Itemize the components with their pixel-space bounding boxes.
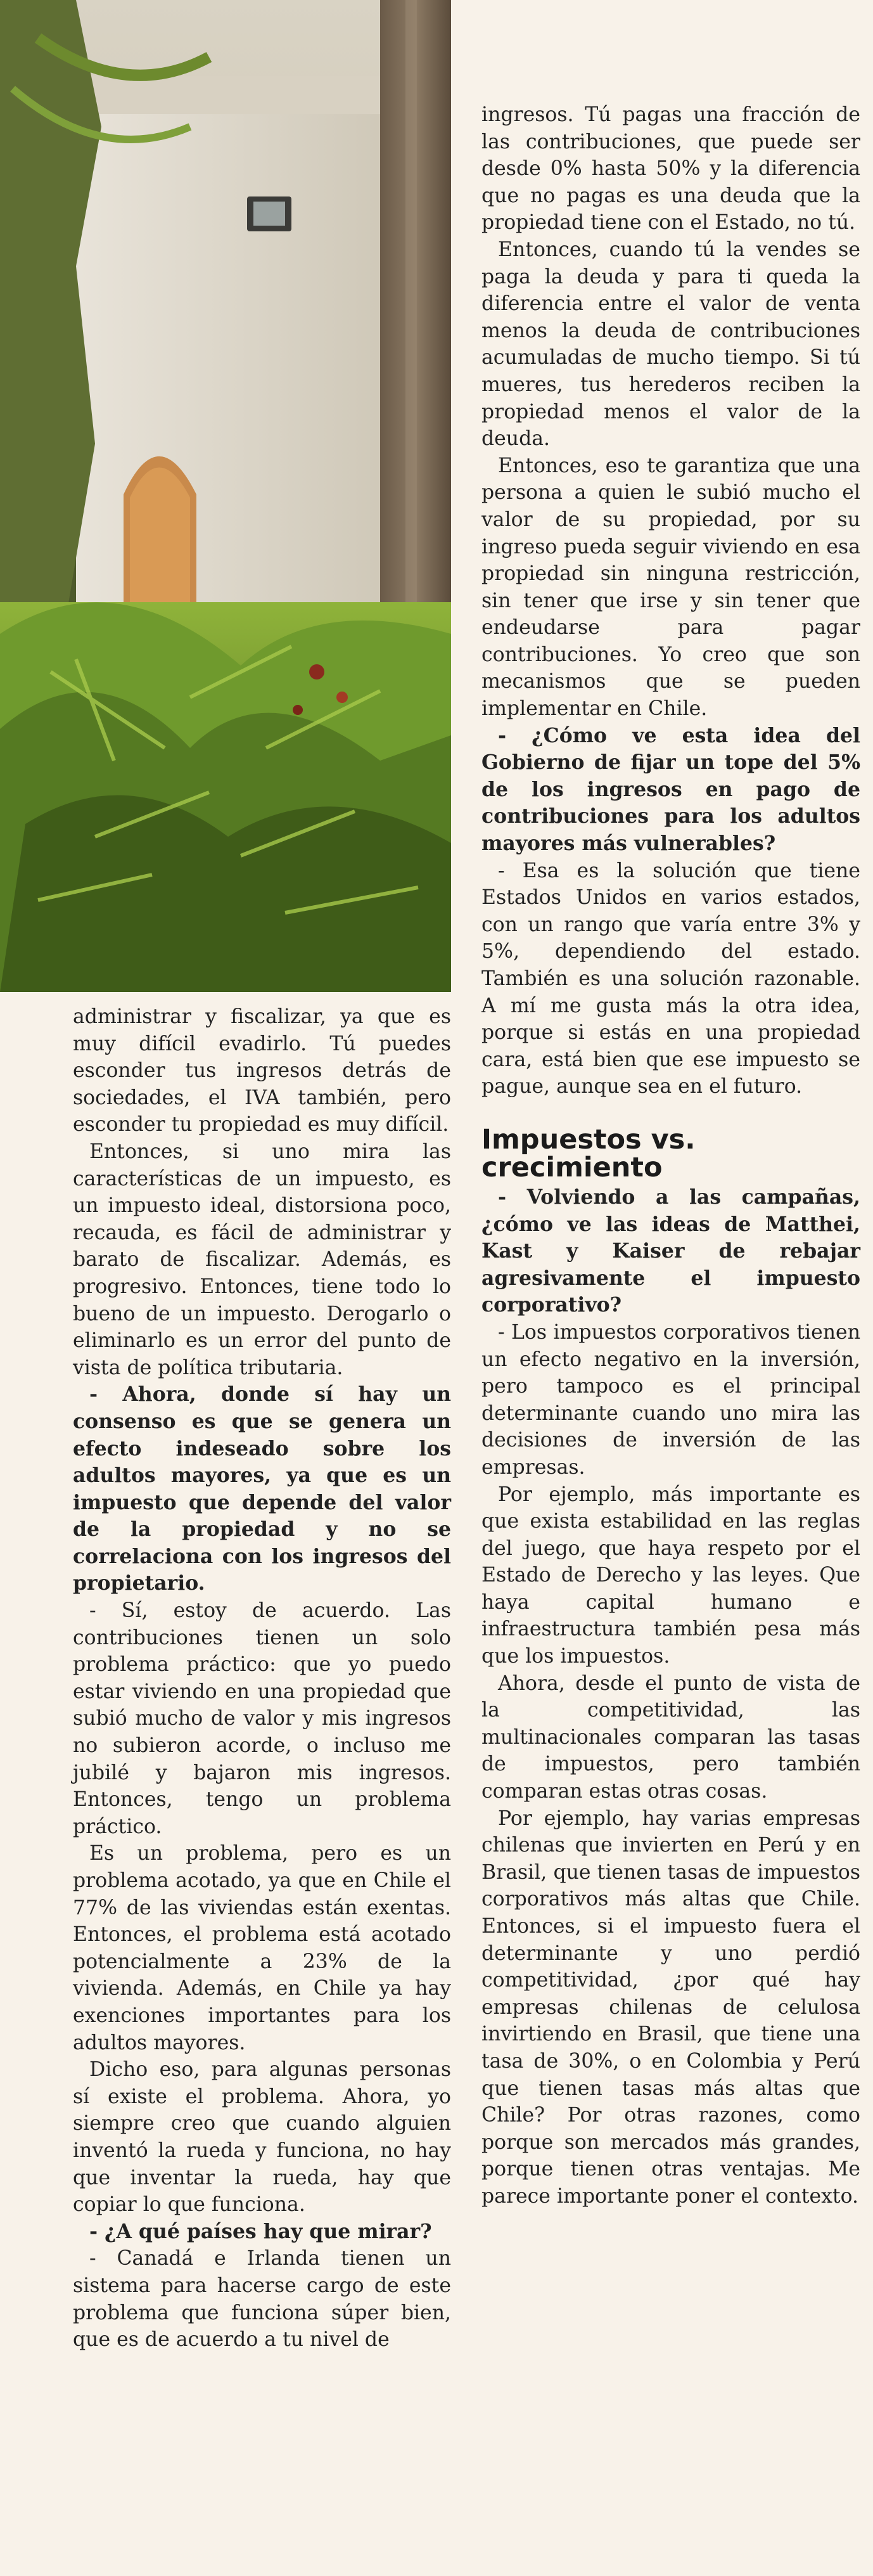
paragraph: Entonces, eso te garantiza que una persona a quien le subió mucho el valor de su propiedad, por su ingreso pueda seguir viviendo en esa propiedad sin ninguna restricción, sin tener que irse y sin tener que endeudarse para pagar contribuciones. Yo creo que son mecanismos que se pueden implementar en Chile. [481, 454, 860, 721]
interview-question: - ¿Cómo ve esta idea del Gobierno de fijar un tope del 5% de los ingresos en pago de contribuciones para los adultos mayores más vulnerables? [481, 723, 860, 856]
interview-answer: - Esa es la solución que tiene Estados Unidos en varios estados, con un rango que varía entre 3% y 5%, dependiendo del estado. También es una solución razonable. A mí me gusta más la otra idea, porque si estás en una propiedad cara, está bien que ese impuesto se pague, aunque sea en el futuro. [481, 859, 860, 1098]
paragraph: Por ejemplo, hay varias empresas chilenas que invierten en Perú y en Brasil, que tienen tasas de impuestos corporativos más altas que Chile. Entonces, si el impuesto fuera el determinante y uno perdió competitividad, ¿por qué hay empresas chilenas de celulosa invirtiendo en Brasil, que tiene una tasa de 30%, o en Colombia y Perú que tienen tasas más altas que Chile? Por otras razones, como porque son mercados más grandes, porque tienen otras ventajas. Me parece importante poner el contexto. [481, 1806, 860, 2208]
interview-answer: - Canadá e Irlanda tienen un sistema para hacerse cargo de este problema que funciona súper bien, que es de acuerdo a tu nivel de [73, 2247, 451, 2352]
interview-question: - ¿A qué países hay que mirar? [89, 2219, 432, 2243]
paragraph: ingresos. Tú pagas una fracción de las contribuciones, que puede ser desde 0% hasta 50% y la diferencia que no pagas es una deuda que la propiedad tiene con el Estado, no tú. [481, 103, 860, 235]
interview-question: - Ahora, donde sí hay un consenso es que se genera un efecto indeseado sobre los adultos mayores, ya que es un impuesto que depende del valor de la propiedad y no se correlaciona con los ingresos del propietario. [73, 1382, 451, 1595]
paragraph: Ahora, desde el punto de vista de la competitividad, las multinacionales comparan las tasas de impuestos, pero también comparan estas otras cosas. [481, 1671, 860, 1803]
interview-answer: - Los impuestos corporativos tienen un efecto negativo en la inversión, pero tampoco es el principal determinante cuando uno mira las decisiones de inversión de las empresas. [481, 1320, 860, 1479]
paragraph: Es un problema, pero es un problema acotado, ya que en Chile el 77% de las viviendas están exentas. Entonces, el problema está acotado potencialmente a 23% de la vivienda. Además, en Chile ya hay exenciones importantes para los adultos mayores. [73, 1842, 451, 2054]
paragraph: Entonces, cuando tú la vendes se paga la deuda y para ti queda la diferencia entre el valor de venta menos la deuda de contribuciones acumuladas de mucho tiempo. Si tú mueres, tus herederos reciben la propiedad menos el valor de la deuda. [481, 238, 860, 451]
right-column [481, 101, 860, 2210]
paragraph: administrar y fiscalizar, ya que es muy difícil evadirlo. Tú puedes esconder tus ingresos detrás de sociedades, el IVA también, pero esconder tu propiedad es muy difícil. [73, 1005, 451, 1137]
section-heading-line2: crecimiento [481, 1151, 663, 1183]
article-photo [0, 0, 451, 992]
left-column [73, 1003, 451, 2354]
interview-question: - Volviendo a las campañas, ¿cómo ve las ideas de Matthei, Kast y Kaiser de rebajar agresivamente el impuesto corporativo? [481, 1185, 860, 1317]
section-heading-line1: Impuestos vs. [481, 1123, 696, 1156]
paragraph: Dicho eso, para algunas personas sí existe el problema. Ahora, yo siempre creo que cuando alguien inventó la rueda y funciona, no hay que inventar la rueda, hay que copiar lo que funciona. [73, 2058, 451, 2217]
paragraph: Entonces, si uno mira las características de un impuesto, es un impuesto ideal, distorsiona poco, recauda, es fácil de administrar y barato de fiscalizar. Además, es progresivo. Entonces, tiene todo lo bueno de un impuesto. Derogarlo o eliminarlo es un error del punto de vista de política tributaria. [73, 1140, 451, 1379]
garden-photo-icon [0, 0, 451, 992]
section-heading [481, 1123, 860, 1183]
interview-answer: - Sí, estoy de acuerdo. Las contribuciones tienen un solo problema práctico: que yo puedo estar viviendo en una propiedad que subió mucho de valor y mis ingresos no subieron acorde, o incluso me jubilé y bajaron mis ingresos. Entonces, tengo un problema práctico. [73, 1599, 451, 1838]
paragraph: Por ejemplo, más importante es que exista estabilidad en las reglas del juego, que haya respeto por el Estado de Derecho y las leyes. Que haya capital humano e infraestructura también pesa más que los impuestos. [481, 1483, 860, 1668]
